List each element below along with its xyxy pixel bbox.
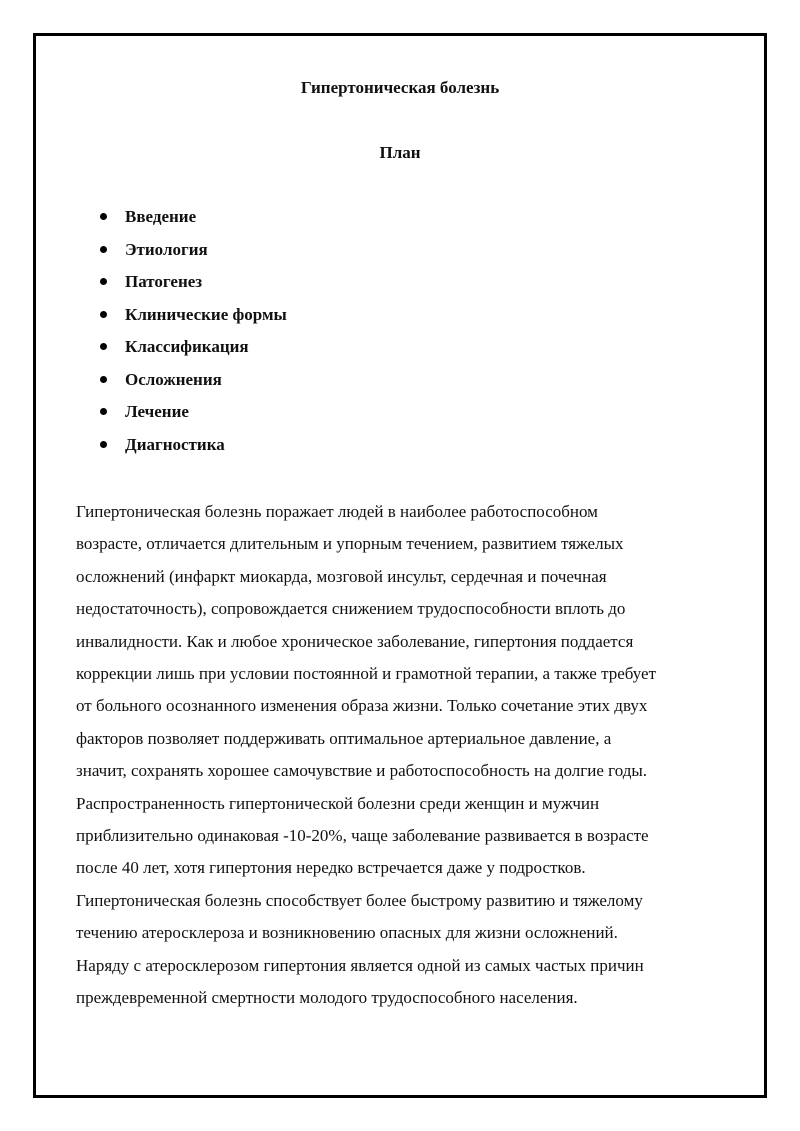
plan-item <box>96 432 287 465</box>
plan-list <box>96 204 287 464</box>
bullet-icon <box>100 376 107 383</box>
plan-item <box>96 302 287 335</box>
text-line: возрасте, отличается длительным и упорным течением, развитием тяжелых <box>76 534 624 554</box>
plan-item-label: Этиология <box>125 239 208 259</box>
text-line: течению атеросклероза и возникновению опасных для жизни осложнений. <box>76 923 618 943</box>
plan-item <box>96 367 287 400</box>
bullet-icon <box>100 246 107 253</box>
text-line: инвалидности. Как и любое хроническое заболевание, гипертония поддается <box>76 631 634 651</box>
text-line: преждевременной смертности молодого трудоспособного населения. <box>76 988 578 1008</box>
bullet-icon <box>100 213 107 220</box>
text-line: коррекции лишь при условии постоянной и грамотной терапии, а также требует <box>76 664 657 684</box>
plan-item-label: Классификация <box>125 337 249 356</box>
text-line: значит, сохранять хорошее самочувствие и работоспособность на долгие годы. <box>76 761 648 781</box>
text-line: Гипертоническая болезнь поражает людей в наиболее работоспособном <box>76 502 598 521</box>
text-line: после 40 лет, хотя гипертония нередко встречается даже у подростков. <box>76 858 586 878</box>
plan-item <box>96 334 287 367</box>
text-line: факторов позволяет поддерживать оптимальное артериальное давление, а <box>76 728 612 748</box>
plan-item <box>96 269 287 302</box>
plan-item-label: Патогенез <box>125 272 203 291</box>
bullet-icon <box>100 408 107 415</box>
text-line: от больного осознанного изменения образа жизни. Только сочетание этих двух <box>76 696 648 716</box>
text-line: осложнений (инфаркт миокарда, мозговой инсульт, сердечная и почечная <box>76 566 607 586</box>
bullet-icon <box>100 441 107 448</box>
plan-item-label: Введение <box>125 207 197 226</box>
plan-heading: План <box>379 143 421 162</box>
text-line: Гипертоническая болезнь способствует более быстрому развитию и тяжелому <box>76 890 643 910</box>
text-line: Распространенность гипертонической болезни среди женщин и мужчин <box>76 793 600 813</box>
bullet-icon <box>100 278 107 285</box>
plan-item-label: Лечение <box>125 402 189 421</box>
text-line: недостаточность), сопровождается снижением трудоспособности вплоть до <box>76 599 626 619</box>
bullet-icon <box>100 343 107 350</box>
plan-item-label: Диагностика <box>125 434 225 454</box>
plan-item <box>96 399 287 432</box>
plan-item-label: Клинические формы <box>125 304 287 324</box>
bullet-icon <box>100 311 107 318</box>
document-title: Гипертоническая болезнь <box>300 78 500 97</box>
text-line: приблизительно одинаковая -10-20%, чаще заболевание развивается в возрасте <box>76 826 649 846</box>
text-line: Наряду с атеросклерозом гипертония является одной из самых частых причин <box>76 955 644 975</box>
plan-item-label: Осложнения <box>125 369 222 389</box>
plan-item <box>96 204 287 237</box>
body-paragraph <box>76 496 736 1015</box>
plan-item <box>96 237 287 270</box>
